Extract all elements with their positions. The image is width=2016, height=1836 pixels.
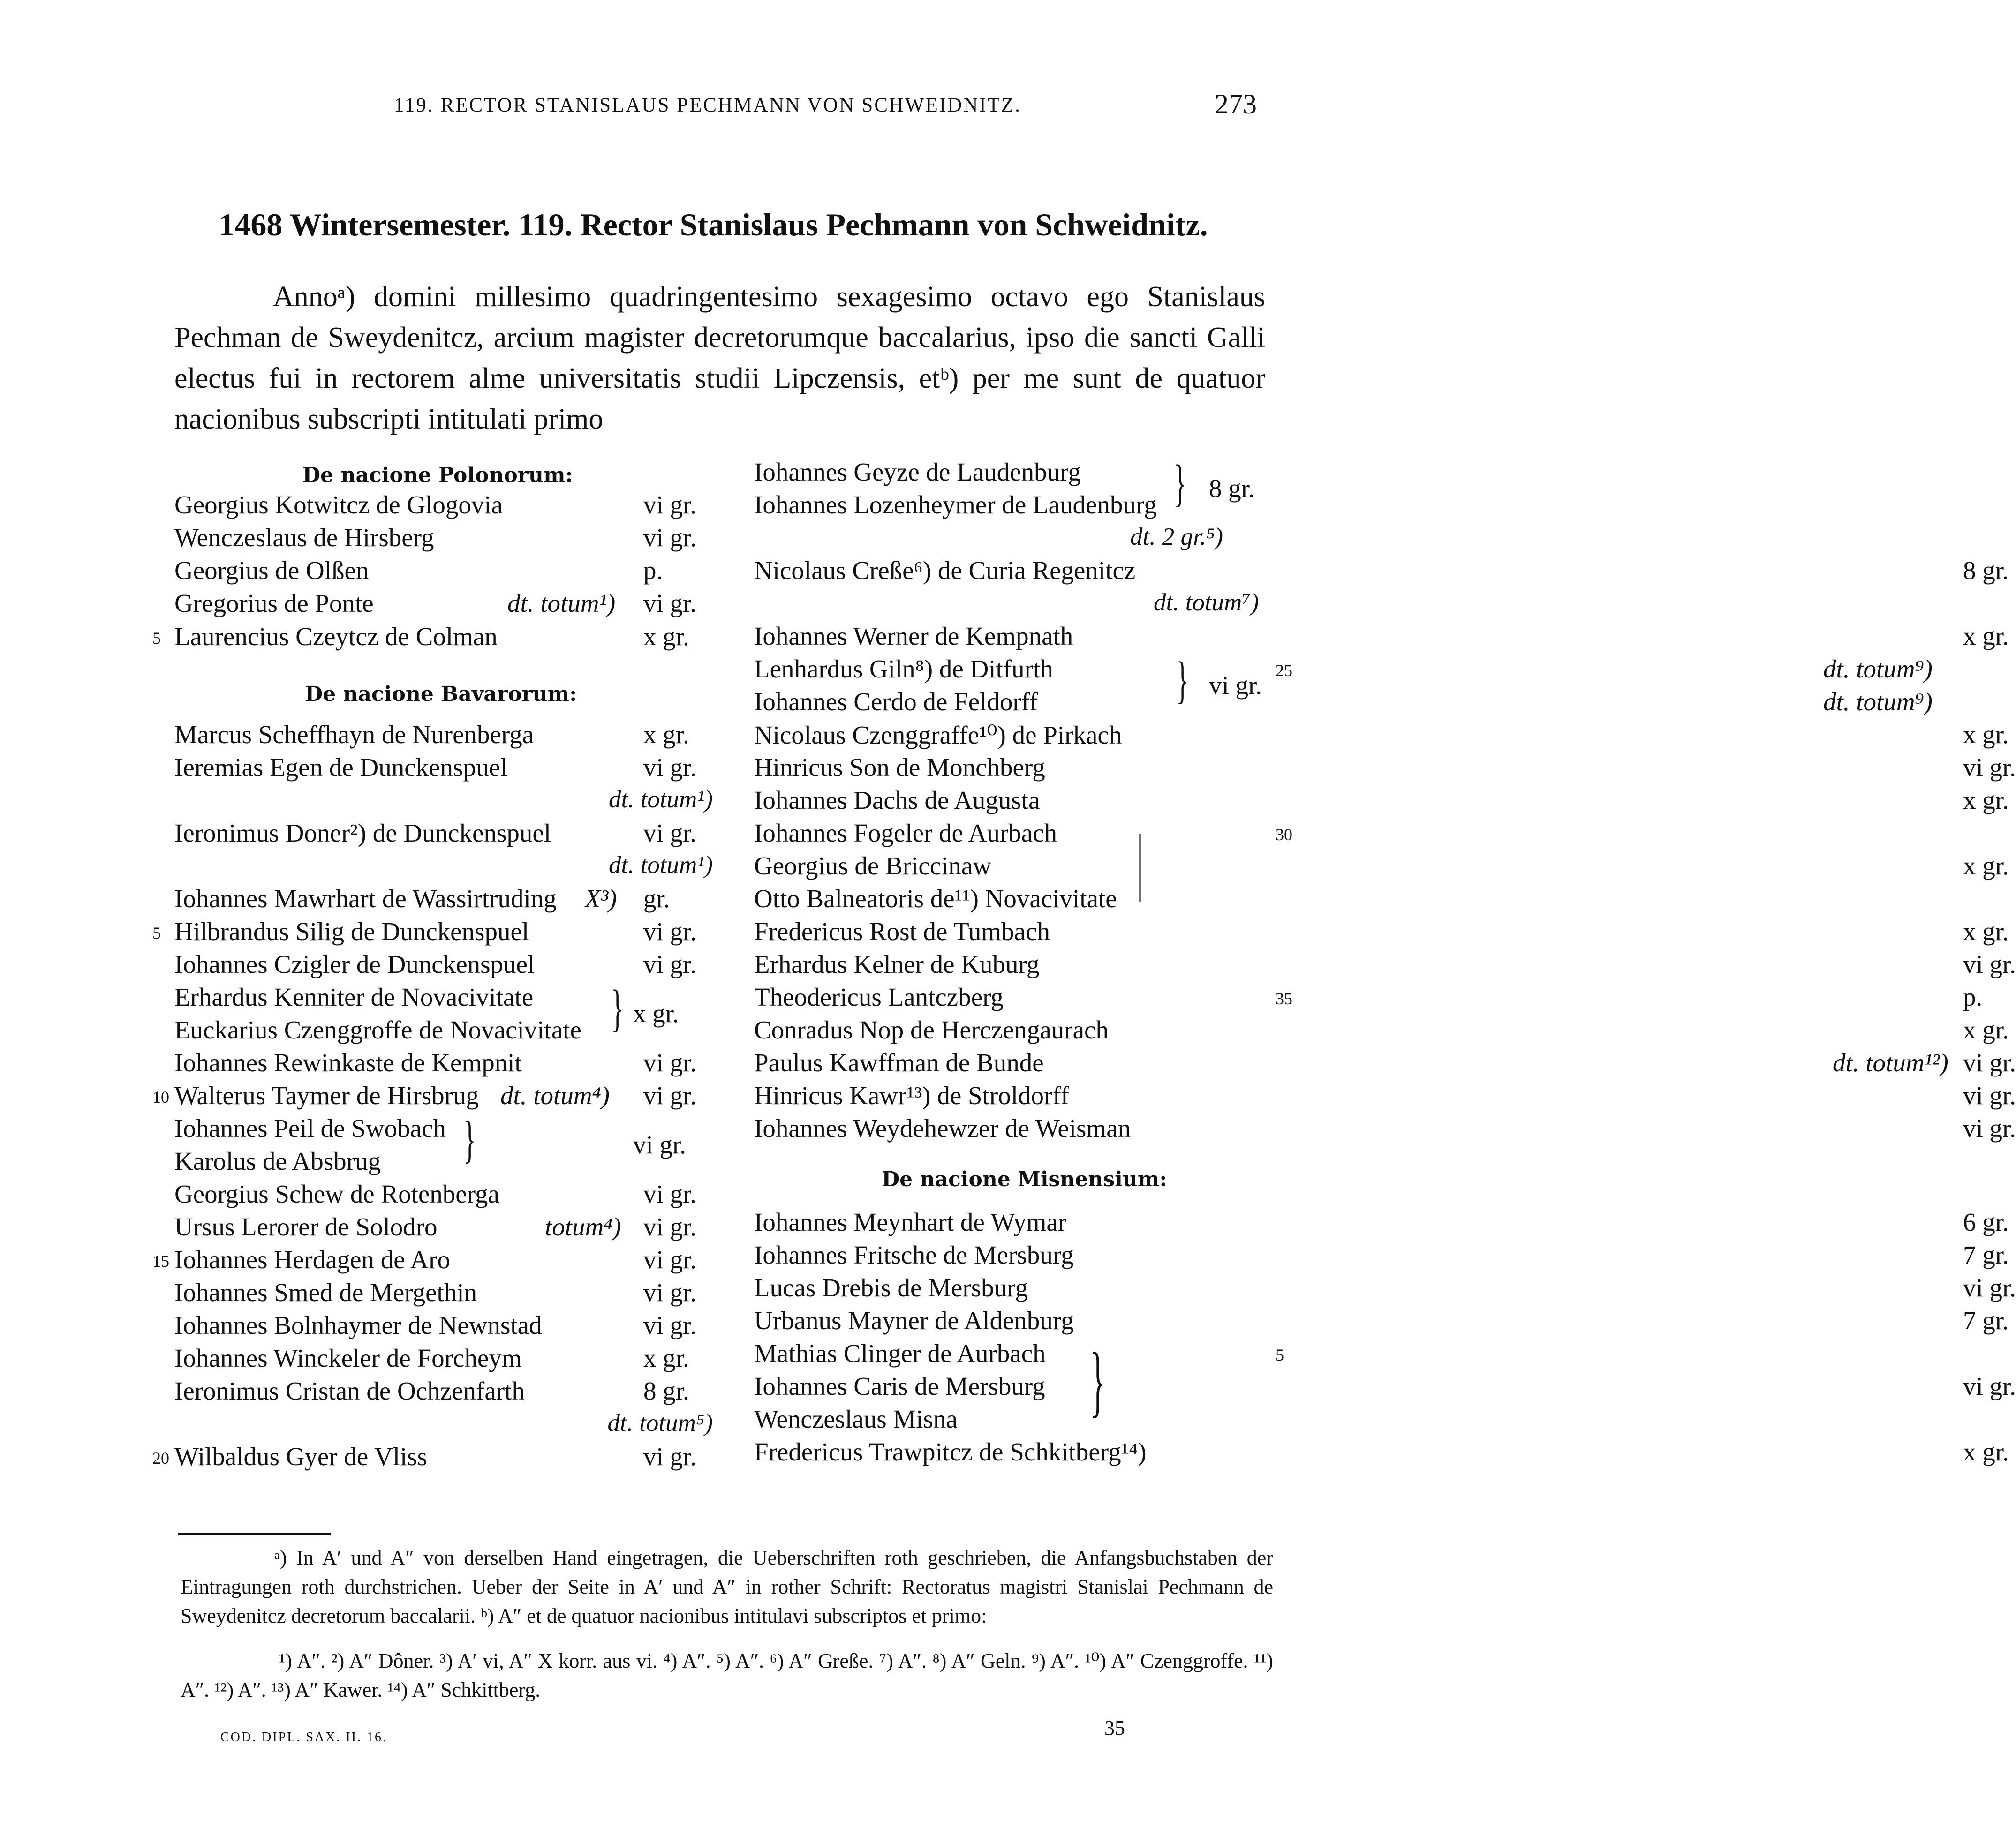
line-number: 5 <box>1276 1346 1284 1364</box>
fee-amount: vi gr. <box>643 1180 697 1208</box>
payment-note: dt. totum⁴) <box>500 1081 610 1110</box>
fee-amount: vi gr. <box>1963 1114 2016 1143</box>
nation-heading-misnensium: De nacione Misnensium: <box>882 1167 1167 1191</box>
matriculant-name: Nicolaus Creße⁶) de Curia Regenitcz <box>754 556 1136 585</box>
intro-text: Annoᵃ) domini millesimo quadringentesimo sexagesimo octavo ego Stanislaus Pechman de Sweydenitcz, arcium magister decretorumque baccalarius, ipso die sancti Galli electus fui in rectorem alme universitatis studii Lipczensis, etᵇ) per me sunt de quatuor nacionibus subscripti intitulati primo <box>174 281 1265 435</box>
line-number: 20 <box>152 1449 169 1467</box>
fee-amount: x gr. <box>643 1344 689 1372</box>
matriculant-name: Iohannes Meynhart de Wymar <box>754 1208 1067 1236</box>
fee-amount: x gr. <box>1963 1437 2009 1466</box>
fee-amount: vi gr. <box>643 917 697 946</box>
fee-amount: vi gr. <box>643 1278 697 1307</box>
matriculant-name: Georgius de Briccinaw <box>754 851 992 880</box>
payment-note: totum⁴) <box>545 1212 621 1241</box>
matriculant-name: Georgius Kotwitcz de Glogovia <box>174 490 503 519</box>
matriculant-name: Fredericus Rost de Tumbach <box>754 917 1050 946</box>
matriculant-name: Laurencius Czeytcz de Colman <box>174 622 498 651</box>
fee-amount: p. <box>643 556 663 585</box>
matriculant-name: Iohannes Bolnhaymer de Newnstad <box>174 1311 542 1339</box>
matriculant-name: Karolus de Absbrug <box>174 1147 381 1175</box>
matriculant-name: Iohannes Rewinkaste de Kempnit <box>174 1048 522 1077</box>
line-number: 15 <box>152 1252 169 1271</box>
matriculant-name: Mathias Clinger de Aurbach <box>754 1339 1046 1368</box>
matriculant-name: Iohannes Lozenheymer de Laudenburg <box>754 490 1157 519</box>
fee-amount: vi gr. <box>1963 1273 2016 1302</box>
matriculant-name: Walterus Taymer de Hirsbrug <box>174 1081 479 1110</box>
signature-mark: 35 <box>1104 1716 1125 1739</box>
matriculant-name: Euckarius Czenggroffe de Novacivitate <box>174 1016 581 1044</box>
matriculant-name: Ursus Lerorer de Solodro <box>174 1212 438 1241</box>
fee-amount: p. <box>1963 983 1983 1011</box>
line-number: 5 <box>152 629 161 647</box>
running-head <box>0 88 1427 126</box>
matriculant-name: Marcus Scheffhayn de Nurenberga <box>174 720 534 749</box>
matriculant-name: Iohannes Winckeler de Forcheym <box>174 1344 522 1372</box>
matriculant-name: Iohannes Werner de Kempnath <box>754 622 1073 650</box>
footnotes-numbered <box>181 1647 1273 1705</box>
matriculant-name: Iohannes Peil de Swobach <box>174 1114 446 1143</box>
matriculant-name: Theodericus Lantczberg <box>754 983 1004 1011</box>
fee-amount: 6 gr. <box>1963 1208 2009 1236</box>
grouping-brace: } <box>463 1111 476 1168</box>
line-number: 25 <box>1276 661 1292 680</box>
matriculant-name: Erhardus Kenniter de Novacivitate <box>174 983 534 1011</box>
fee-amount: x gr. <box>643 622 689 651</box>
matriculant-name: Urbanus Mayner de Aldenburg <box>754 1306 1074 1335</box>
matriculant-name: Otto Balneatoris de¹¹) Novacivitate <box>754 884 1117 913</box>
matriculant-name: Iohannes Weydehewzer de Weisman <box>754 1114 1131 1143</box>
line-number: 5 <box>152 924 161 942</box>
matriculant-name: Conradus Nop de Herczengaurach <box>754 1016 1109 1044</box>
payment-note: dt. totum⁵) <box>607 1409 713 1437</box>
matriculant-name: Wenczeslaus Misna <box>754 1405 958 1433</box>
fee-amount: vi gr. <box>643 753 697 782</box>
fee-amount: vi gr. <box>643 1048 697 1077</box>
fee-amount: gr. <box>643 884 670 913</box>
matriculant-name: Hilbrandus Silig de Dunckenspuel <box>174 917 529 946</box>
fee-amount: 7 gr. <box>1963 1241 2009 1269</box>
fee-amount: vi gr. <box>643 1212 697 1241</box>
fee-amount: x gr. <box>1963 1016 2009 1044</box>
matriculant-name: Iohannes Czigler de Dunckenspuel <box>174 950 535 978</box>
matriculant-name: Ieremias Egen de Dunckenspuel <box>174 753 508 782</box>
matriculant-name: Iohannes Geyze de Laudenburg <box>754 458 1081 486</box>
payment-note: dt. totum¹) <box>507 589 616 617</box>
series-reference: COD. DIPL. SAX. II. 16. <box>220 1730 387 1745</box>
fee-amount: vi gr. <box>1963 1048 2016 1077</box>
group-fee: vi gr. <box>633 1130 687 1159</box>
fee-amount: x gr. <box>1963 917 2009 946</box>
fee-amount: x gr. <box>1963 786 2009 814</box>
payment-note: dt. totum¹) <box>609 786 713 813</box>
fee-amount: vi gr. <box>643 523 697 552</box>
matriculant-name: Iohannes Fritsche de Mersburg <box>754 1241 1074 1269</box>
footnotes-numbered-text: ¹) A″. ²) A″ Dôner. ³) A′ vi, A″ X korr. aus vi. ⁴) A″. ⁵) A″. ⁶) A″ Greße. ⁷) A″. ⁸) A″ Geln. ⁹) A″. ¹⁰) A″ Czenggroffe. ¹¹) A″. ¹²) A″. ¹³) A″ Kawer. ¹⁴) A″ Schkittberg. <box>181 1649 1273 1701</box>
payment-note: dt. totum¹²) <box>1833 1048 1948 1077</box>
matriculant-name: Paulus Kawffman de Bunde <box>754 1048 1044 1077</box>
payment-note: dt. totum⁷) <box>1154 589 1259 616</box>
page-number: 273 <box>1215 89 1257 120</box>
matriculant-name: Nicolaus Czenggraffe¹⁰) de Pirkach <box>754 721 1122 749</box>
fee-amount: x gr. <box>1963 720 2009 749</box>
fee-amount: vi gr. <box>643 589 697 617</box>
matriculant-name: Iohannes Fogeler de Aurbach <box>754 819 1057 847</box>
matriculant-name: Hinricus Kawr¹³) de Stroldorff <box>754 1081 1069 1110</box>
matriculant-name: Iohannes Caris de Mersburg <box>754 1372 1045 1400</box>
payment-note: dt. totum⁹) <box>1823 655 1933 683</box>
payment-note: dt. 2 gr.⁵) <box>1130 523 1223 550</box>
footnote-a <box>181 1543 1273 1631</box>
payment-note: dt. totum¹) <box>609 851 713 879</box>
matriculant-name: Iohannes Herdagen de Aro <box>174 1245 450 1274</box>
fee-amount: vi gr. <box>643 950 697 978</box>
fee-amount: x gr. <box>1963 851 2009 880</box>
matriculant-name: Fredericus Trawpitcz de Schkitberg¹⁴) <box>754 1437 1147 1466</box>
matriculant-name: Iohannes Smed de Mergethin <box>174 1278 477 1307</box>
matriculant-name: Iohannes Cerdo de Feldorff <box>754 687 1038 716</box>
matriculant-name: Ieronimus Doner²) de Dunckenspuel <box>174 819 551 847</box>
fee-amount: 7 gr. <box>1963 1306 2009 1335</box>
group-fee: x gr. <box>633 999 679 1028</box>
running-title: 119. RECTOR STANISLAUS PECHMANN VON SCHWEIDNITZ. <box>394 94 1021 116</box>
payment-note: X³) <box>585 884 617 913</box>
fee-amount: vi gr. <box>643 1442 697 1471</box>
fee-amount: vi gr. <box>1963 1081 2016 1110</box>
fee-amount: x gr. <box>643 720 689 749</box>
line-number: 35 <box>1276 989 1292 1008</box>
grouping-brace: } <box>1174 454 1186 512</box>
matriculant-name: Wilbaldus Gyer de Vliss <box>174 1442 428 1471</box>
matriculant-name: Lucas Drebis de Mersburg <box>754 1273 1028 1302</box>
matriculant-name: Georgius de Olßen <box>174 556 369 585</box>
group-fee: 8 gr. <box>1209 474 1255 503</box>
matriculant-name: Hinricus Son de Monchberg <box>754 753 1045 782</box>
fee-amount: vi gr. <box>643 1081 697 1110</box>
matriculant-name: Gregorius de Ponte <box>174 589 374 617</box>
page-title: 1468 Wintersemester. 119. Rector Stanislaus Pechmann von Schweidnitz. <box>219 207 1208 242</box>
fee-amount: 8 gr. <box>643 1377 689 1405</box>
matriculant-name: Wenczeslaus de Hirsberg <box>174 523 434 552</box>
matriculant-name: Iohannes Dachs de Augusta <box>754 786 1040 814</box>
matriculant-name: Erhardus Kelner de Kuburg <box>754 950 1040 978</box>
grouping-brace: } <box>1090 1337 1106 1425</box>
intro-paragraph <box>174 277 1265 440</box>
grouping-brace: } <box>611 979 624 1037</box>
matriculant-name: Ieronimus Cristan de Ochzenfarth <box>174 1377 525 1405</box>
fee-amount: x gr. <box>1963 622 2009 650</box>
footnote-rule <box>178 1533 331 1535</box>
matriculant-name: Lenhardus Giln⁸) de Ditfurth <box>754 655 1053 683</box>
matriculant-name: Iohannes Mawrhart de Wassirtruding <box>174 884 557 913</box>
fee-amount: vi gr. <box>643 490 697 519</box>
matriculant-name: Georgius Schew de Rotenberga <box>174 1180 499 1208</box>
fee-amount: vi gr. <box>643 819 697 847</box>
line-number: 10 <box>152 1088 169 1106</box>
group-fee: vi gr. <box>1209 671 1262 700</box>
payment-note: dt. totum⁹) <box>1823 687 1933 716</box>
fee-amount: vi gr. <box>1963 950 2016 978</box>
fee-amount: vi gr. <box>1963 753 2016 782</box>
footnote-a-text: ᵃ) In A′ und A″ von derselben Hand eingetragen, die Ueberschriften roth geschrieben, die Anfangsbuchstaben der Eintragungen roth durchstrichen. Ueber der Seite in A′ und A″ in rother Schrift: Rectoratus magistri Stanislai Pechmann de Sweydenitcz decretorum baccalarii. ᵇ) A″ et de quatuor nacionibus intitulavi subscriptos et primo: <box>181 1546 1273 1627</box>
line-number: 30 <box>1276 825 1292 844</box>
grouping-brace: } <box>1176 651 1189 708</box>
fee-amount: 8 gr. <box>1963 556 2009 585</box>
nation-heading-bavarorum: De nacione Bavarorum: <box>305 682 577 706</box>
fee-amount: vi gr. <box>1963 1372 2016 1400</box>
grouping-brace: | <box>1137 819 1143 902</box>
fee-amount: vi gr. <box>643 1311 697 1339</box>
nation-heading-polonorum: De nacione Polonorum: <box>302 463 573 487</box>
fee-amount: vi gr. <box>643 1245 697 1274</box>
